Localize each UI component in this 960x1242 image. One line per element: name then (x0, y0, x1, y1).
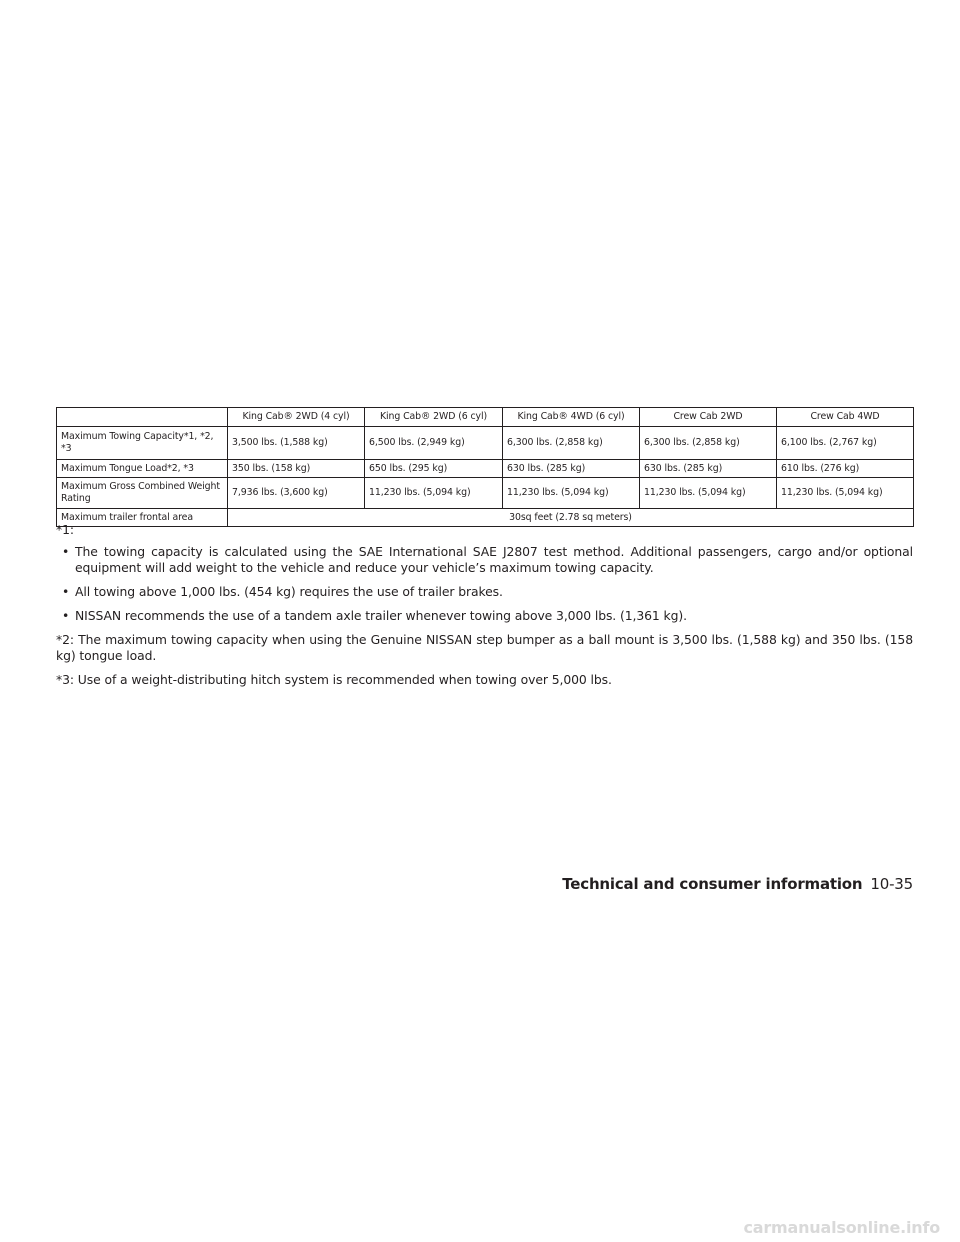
table-cell: 610 lbs. (276 kg) (777, 460, 914, 478)
table-header-cell: Crew Cab 2WD (640, 408, 777, 427)
bullet-icon: • (62, 608, 70, 623)
row-label: Maximum trailer frontal area (57, 509, 228, 527)
row-label: Maximum Tongue Load*2, *3 (57, 460, 228, 478)
table-cell: 6,500 lbs. (2,949 kg) (365, 427, 503, 460)
list-item-text: NISSAN recommends the use of a tandem axle trailer whenever towing above 3,000 lbs. (1,361 kg). (75, 608, 687, 623)
table-cell: 11,230 lbs. (5,094 kg) (503, 478, 640, 509)
towing-specs-table (56, 407, 914, 527)
table-header-cell: Crew Cab 4WD (777, 408, 914, 427)
note-3: *3: Use of a weight-distributing hitch system is recommended when towing over 5,000 lbs. (56, 672, 612, 687)
table-cell: 7,936 lbs. (3,600 kg) (228, 478, 365, 509)
page-footer (562, 875, 913, 893)
list-item (56, 608, 913, 624)
table-row (57, 460, 914, 478)
watermark-link[interactable]: carmanualsonline.info (743, 1218, 940, 1237)
table-cell: 6,300 lbs. (2,858 kg) (503, 427, 640, 460)
table-header-cell: King Cab® 4WD (6 cyl) (503, 408, 640, 427)
table-header-row (57, 408, 914, 427)
table-cell: 6,300 lbs. (2,858 kg) (640, 427, 777, 460)
section-title: Technical and consumer information (562, 875, 863, 893)
table-header-cell (57, 408, 228, 427)
table-cell: 630 lbs. (285 kg) (640, 460, 777, 478)
table-cell: 3,500 lbs. (1,588 kg) (228, 427, 365, 460)
note-2: *2: The maximum towing capacity when using the Genuine NISSAN step bumper as a ball mount is 3,500 lbs. (1,588 kg) and 350 lbs. (158 kg) tongue load. (56, 632, 913, 663)
table-cell: 6,100 lbs. (2,767 kg) (777, 427, 914, 460)
table-header-cell: King Cab® 2WD (6 cyl) (365, 408, 503, 427)
table-cell: 350 lbs. (158 kg) (228, 460, 365, 478)
bullet-icon: • (62, 584, 70, 599)
table-row (57, 427, 914, 460)
list-item (56, 544, 913, 576)
note-1-bullet-list (56, 544, 913, 624)
list-item (56, 584, 913, 600)
table-cell: 11,230 lbs. (5,094 kg) (640, 478, 777, 509)
table-cell: 11,230 lbs. (5,094 kg) (365, 478, 503, 509)
table-row (57, 478, 914, 509)
table-cell: 11,230 lbs. (5,094 kg) (777, 478, 914, 509)
table-cell: 630 lbs. (285 kg) (503, 460, 640, 478)
table-cell: 650 lbs. (295 kg) (365, 460, 503, 478)
footnotes (56, 522, 913, 688)
table-header-cell: King Cab® 2WD (4 cyl) (228, 408, 365, 427)
row-label: Maximum Gross Combined Weight Rating (57, 478, 228, 509)
bullet-icon: • (62, 544, 70, 559)
list-item-text: All towing above 1,000 lbs. (454 kg) requires the use of trailer brakes. (75, 584, 503, 599)
list-item-text: The towing capacity is calculated using the SAE International SAE J2807 test method. Additional passengers, cargo and/or optional equipment will add weight to the vehicle and reduce your vehicle’s maximum towing capacity. (75, 544, 913, 575)
row-label: Maximum Towing Capacity*1, *2, *3 (57, 427, 228, 460)
note-1-label: *1: (56, 522, 74, 537)
merged-cell: 30sq feet (2.78 sq meters) (228, 509, 914, 527)
page-number: 10-35 (870, 875, 913, 893)
